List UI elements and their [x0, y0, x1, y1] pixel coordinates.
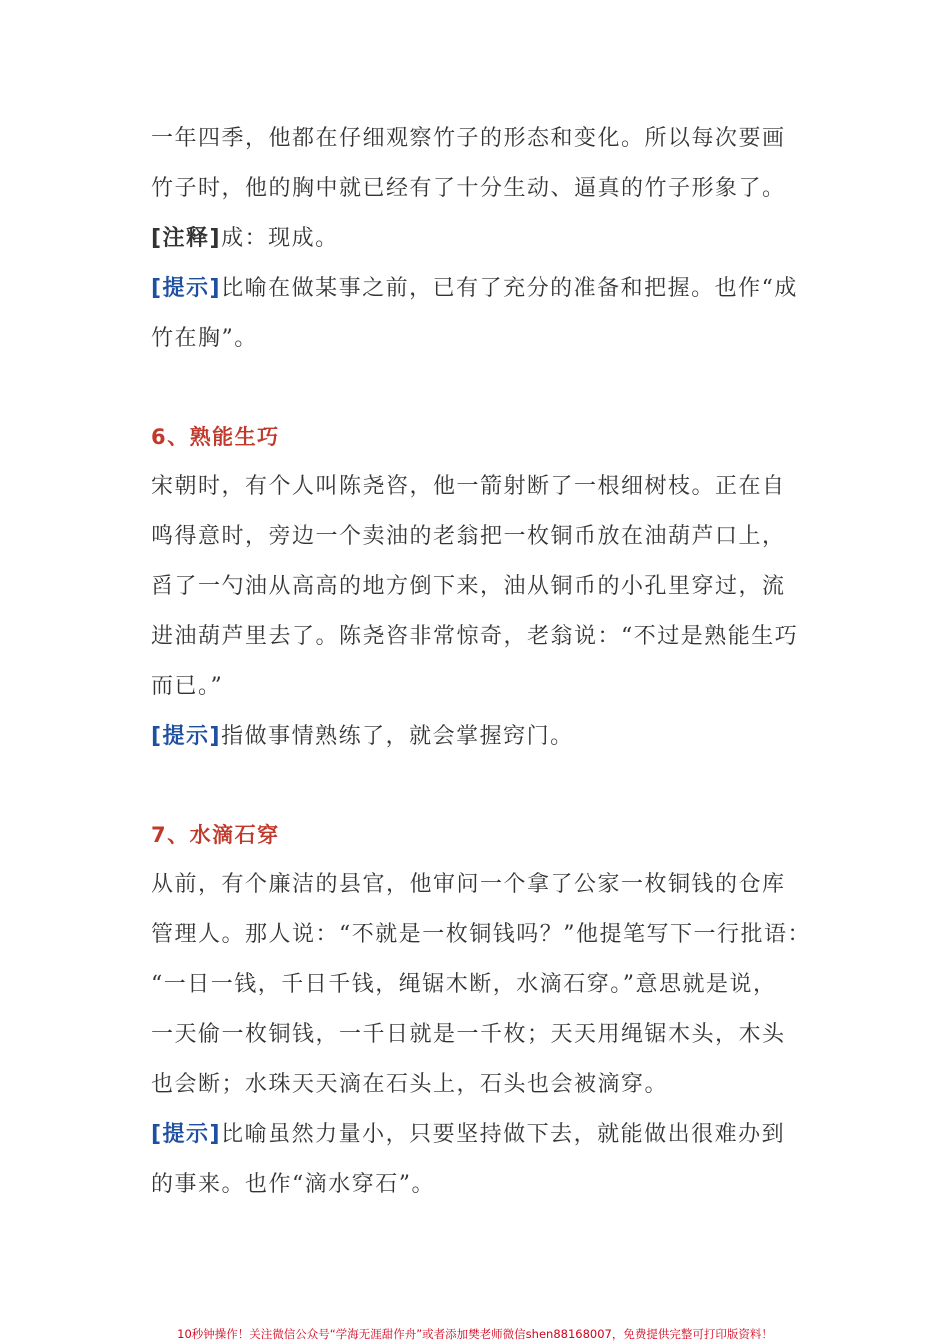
document-content: [151, 114, 811, 1210]
story-line: 竹子时，他的胸中就已经有了十分生动、逼真的竹子形象了。: [151, 176, 786, 201]
hint-text: 指做事情熟练了，就会掌握窍门。: [221, 724, 574, 749]
note-text: 成：现成。: [221, 226, 339, 251]
story-line: “一日一钱，千日千钱，绳锯木断，水滴石穿。”意思就是说，: [151, 972, 777, 997]
footer-promo-text: 10秒钟操作！关注微信公众号“学海无涯甜作舟”或者添加樊老师微信shen88168007，免费提供完整可打印版资料！: [177, 1327, 773, 1341]
hint-text: 比喻在做某事之前，已有了充分的准备和把握。也作“成: [221, 276, 798, 301]
story-line: 一天偷一枚铜钱，一千日就是一千枚；天天用绳锯木头，木头: [151, 1022, 786, 1047]
story-line: 从前，有个廉洁的县官，他审问一个拿了公家一枚铜钱的仓库: [151, 872, 786, 897]
story-line: 舀了一勺油从高高的地方倒下来，油从铜币的小孔里穿过，流: [151, 574, 786, 599]
hint-tag: [提示]: [151, 276, 222, 301]
hint-line: [151, 712, 801, 762]
section-7: [151, 810, 811, 1210]
story-line: 也会断；水珠天天滴在石头上，石头也会被滴穿。: [151, 1072, 669, 1097]
hint-line: [151, 264, 801, 314]
hint-text: 比喻虽然力量小，只要坚持做下去，就能做出很难办到: [221, 1122, 786, 1147]
hint-line: [151, 1110, 801, 1160]
story-line: 而已。”: [151, 674, 224, 699]
hint-line: 的事来。也作“滴水穿石”。: [151, 1172, 435, 1197]
story-line: 宋朝时，有个人叫陈尧咨，他一箭射断了一根细树枝。正在自: [151, 474, 786, 499]
hint-tag: [提示]: [151, 1122, 222, 1147]
hint-tag: [提示]: [151, 724, 222, 749]
story-line: 鸣得意时，旁边一个卖油的老翁把一枚铜币放在油葫芦口上，: [151, 524, 786, 549]
note-tag: [注释]: [151, 226, 222, 251]
section-gap: [151, 762, 801, 810]
story-line: 管理人。那人说：“不就是一枚铜钱吗？”他提笔写下一行批语：: [151, 922, 811, 947]
story-line: 进油葫芦里去了。陈尧咨非常惊奇，老翁说：“不过是熟能生巧: [151, 624, 799, 649]
section-title: 7、水滴石穿: [151, 823, 280, 847]
hint-line: 竹在胸”。: [151, 326, 258, 351]
note-line: [151, 214, 801, 264]
section-gap: [151, 364, 801, 412]
story-line: 一年四季，他都在仔细观察竹子的形态和变化。所以每次要画: [151, 126, 786, 151]
section-6: [151, 412, 801, 762]
section-previous: [151, 114, 801, 364]
section-title: 6、熟能生巧: [151, 425, 280, 449]
